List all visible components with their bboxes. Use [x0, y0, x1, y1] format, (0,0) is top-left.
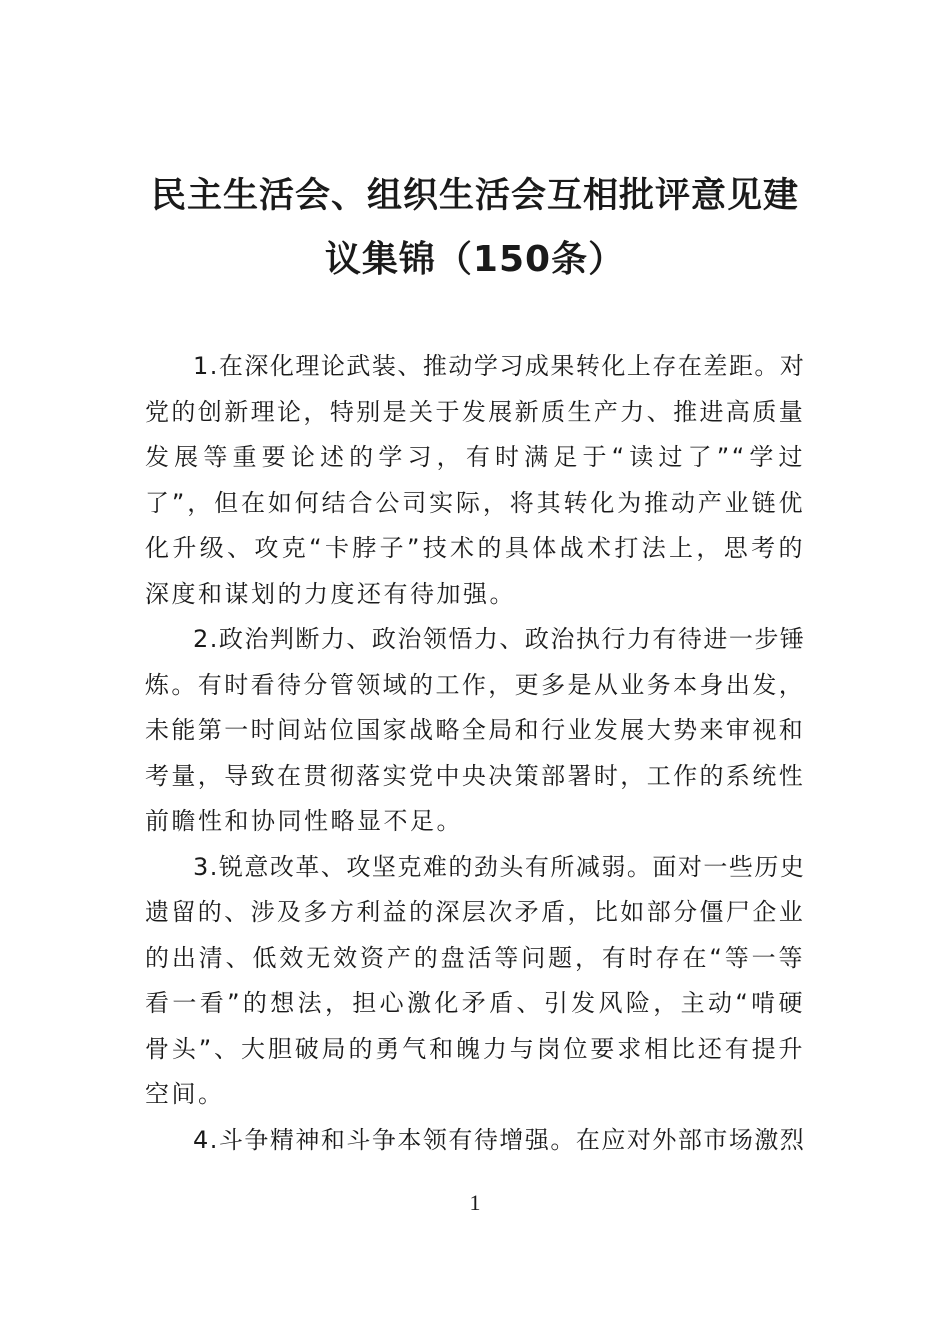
paragraph-line: 1.在深化理论武装、推动学习成果转化上存在差距。对	[193, 352, 806, 380]
paragraph-line: 炼。有时看待分管领域的工作，更多是从业务本身出发，	[145, 670, 805, 699]
paragraph-line: 前瞻性和协同性略显不足。	[145, 807, 463, 835]
document-title	[145, 164, 805, 292]
paragraph-2	[145, 617, 805, 845]
paragraph-line: 3.锐意改革、攻坚克难的劲头有所减弱。面对一些历史	[193, 852, 806, 881]
paragraph-line: 考量，导致在贯彻落实党中央决策部署时，工作的系统性	[145, 761, 805, 790]
paragraph-line: 空间。	[145, 1080, 225, 1108]
paragraph-line: 深度和谋划的力度还有待加强。	[145, 579, 516, 608]
paragraph-line: 发展等重要论述的学习，有时满足于“读过了”“学过	[145, 443, 805, 471]
paragraph-line: 骨头”、大胆破局的勇气和魄力与岗位要求相比还有提升	[145, 1034, 805, 1063]
title-line-2: 议集锦（150条）	[324, 239, 626, 280]
paragraph-line: 化升级、攻克“卡脖子”技术的具体战术打法上，思考的	[145, 534, 805, 562]
paragraph-line: 2.政治判断力、政治领悟力、政治执行力有待进一步锤	[193, 625, 806, 653]
paragraph-line: 的出清、低效无效资产的盘活等问题，有时存在“等一等	[145, 943, 805, 972]
document-body	[145, 344, 805, 1163]
paragraph-line: 党的创新理论，特别是关于发展新质生产力、推进高质量	[145, 397, 805, 426]
paragraph-line: 了”，但在如何结合公司实际，将其转化为推动产业链优	[145, 488, 805, 517]
paragraph-line: 看一看”的想法，担心激化矛盾、引发风险，主动“啃硬	[145, 989, 805, 1017]
paragraph-line: 遗留的、涉及多方利益的深层次矛盾，比如部分僵尸企业	[145, 898, 805, 926]
paragraph-3	[145, 845, 805, 1118]
paragraph-1	[145, 344, 805, 617]
title-line-1: 民主生活会、组织生活会互相批评意见建	[150, 176, 799, 216]
paragraph-line: 未能第一时间站位国家战略全局和行业发展大势来审视和	[145, 716, 805, 744]
page-number: 1	[469, 1190, 481, 1215]
paragraph-line: 4.斗争精神和斗争本领有待增强。在应对外部市场激烈	[193, 1125, 806, 1154]
paragraph-4	[145, 1118, 805, 1164]
